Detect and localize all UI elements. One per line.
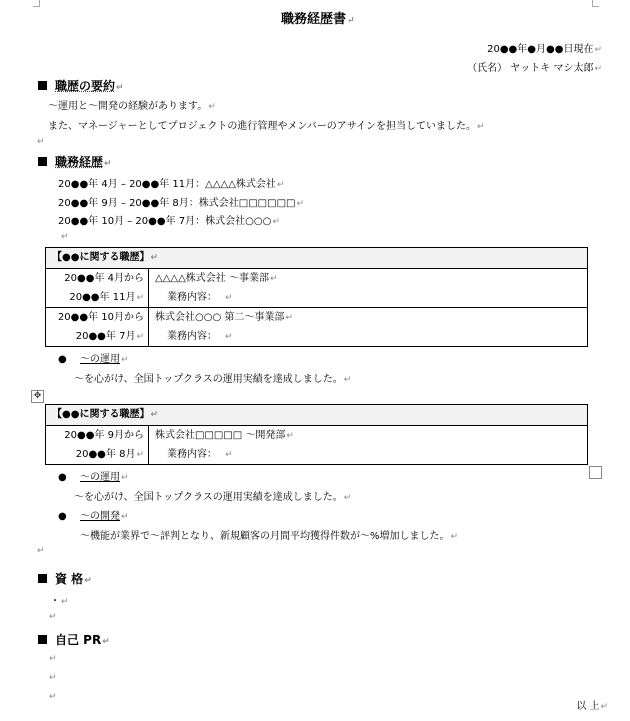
table-row — [46, 426, 588, 465]
section-heading-summary: 職歴の要約↵ — [38, 77, 124, 94]
history-line: 20●●年 9月 – 20●●年 8月：株式会社□□□□□□↵ — [58, 198, 305, 209]
job-table — [45, 247, 588, 347]
empty-paragraph: ↵ — [49, 612, 57, 622]
period-cell: 20●●年 10月から 20●●年 7月↵ — [46, 308, 149, 347]
bullet-text: 〜を心がけ、全国トップクラスの運用実績を達成しました。↵ — [74, 492, 352, 503]
summary-line: 〜運用と〜開発の経験があります。↵ — [48, 101, 216, 112]
qualification-item: ・↵ — [50, 596, 69, 607]
job-table — [45, 404, 588, 465]
company-cell: 株式会社○○○ 第二〜事業部↵ 業務内容： ↵ — [149, 308, 588, 347]
job-table-header: 【●●に関する職歴】↵ — [46, 248, 588, 269]
bullet-item: ● 〜の開発↵ — [58, 511, 129, 522]
section-heading-history: 職務経歴↵ — [38, 153, 112, 170]
company-cell: △△△△株式会社 〜事業部↵ 業務内容： ↵ — [149, 269, 588, 308]
section-heading-qualifications: 資 格↵ — [38, 570, 92, 587]
history-line: 20●●年 4月 – 20●●年 11月：△△△△株式会社↵ — [58, 179, 285, 190]
square-bullet-icon — [38, 574, 47, 583]
period-cell: 20●●年 4月から 20●●年 11月↵ — [46, 269, 149, 308]
bullet-text: 〜を心がけ、全国トップクラスの運用実績を達成しました。↵ — [74, 374, 352, 385]
page-corner-mark — [33, 0, 40, 7]
square-bullet-icon — [38, 157, 47, 166]
empty-paragraph: ↵ — [37, 137, 45, 147]
table-move-handle-icon[interactable]: ✥ — [31, 390, 44, 403]
bullet-text: 〜機能が業界で〜評判となり、新規顧客の月間平均獲得件数が〜%増加しました。↵ — [80, 531, 459, 542]
period-cell: 20●●年 9月から 20●●年 8月↵ — [46, 426, 149, 465]
name-line: （氏名） ヤットキ マシ太郎↵ — [467, 63, 602, 74]
table-resize-handle[interactable] — [589, 466, 602, 479]
empty-paragraph: ↵ — [61, 232, 69, 242]
document-title: 職務経歴書↵ — [281, 12, 355, 27]
section-heading-pr: 自己 PR↵ — [38, 631, 110, 648]
bullet-item: ● 〜の運用↵ — [58, 354, 129, 365]
summary-line: また、マネージャーとしてプロジェクトの進行管理やメンバーのアサインを担当していました。↵ — [48, 121, 485, 132]
empty-paragraph: ↵ — [49, 673, 57, 683]
history-line: 20●●年 10月 – 20●●年 7月：株式会社○○○↵ — [58, 216, 280, 227]
empty-paragraph: ↵ — [49, 692, 57, 702]
bullet-item: ● 〜の運用↵ — [58, 472, 129, 483]
square-bullet-icon — [38, 635, 47, 644]
table-row — [46, 269, 588, 308]
square-bullet-icon — [38, 81, 47, 90]
empty-paragraph: ↵ — [49, 654, 57, 664]
date-line: 20●●年●月●●日現在↵ — [487, 44, 602, 55]
empty-paragraph: ↵ — [37, 546, 45, 556]
page-corner-mark — [592, 0, 599, 7]
table-row — [46, 308, 588, 347]
company-cell: 株式会社□□□□□ 〜開発部↵ 業務内容： ↵ — [149, 426, 588, 465]
job-table-header: 【●●に関する職歴】↵ — [46, 405, 588, 426]
closing-text: 以 上↵ — [576, 701, 608, 712]
